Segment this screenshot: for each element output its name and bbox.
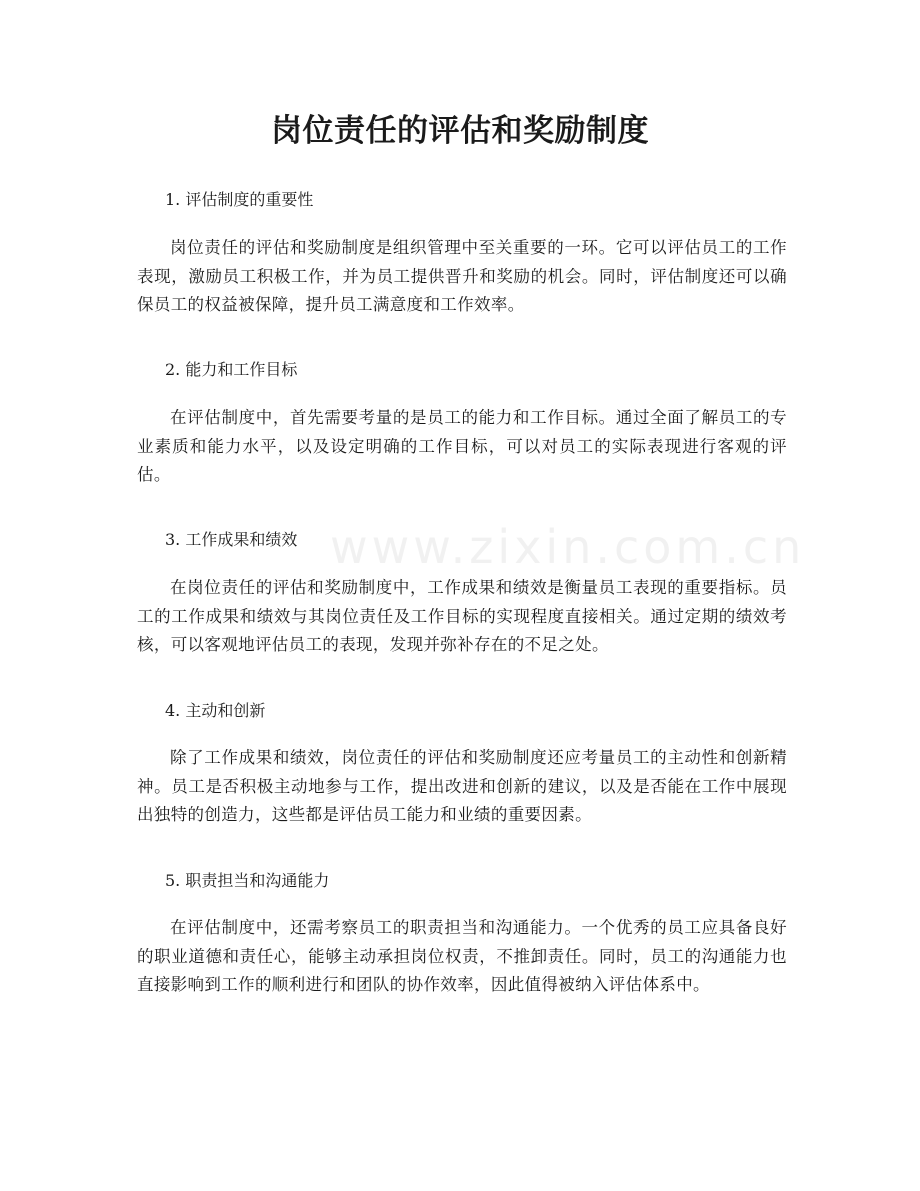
section-paragraph-5: 在评估制度中，还需考察员工的职责担当和沟通能力。一个优秀的员工应具备良好的职业道德和责任心，能够主动承担岗位权责，不推卸责任。同时，员工的沟通能力也直接影响到工作的顺利进行和团队的协作效率，因此值得被纳入评估体系中。 (137, 918, 787, 994)
section-heading-5: 5. 职责担当和沟通能力 (165, 871, 330, 890)
document-title: 岗位责任的评估和奖励制度 (271, 113, 649, 149)
section-heading-1: 1. 评估制度的重要性 (165, 190, 314, 209)
watermark: www.zixin.com.cn (330, 520, 806, 574)
section-paragraph-2: 在评估制度中，首先需要考量的是员工的能力和工作目标。通过全面了解员工的专业素质和能力水平，以及设定明确的工作目标，可以对员工的实际表现进行客观的评估。 (137, 408, 787, 484)
section-paragraph-1: 岗位责任的评估和奖励制度是组织管理中至关重要的一环。它可以评估员工的工作表现，激励员工积极工作，并为员工提供晋升和奖励的机会。同时，评估制度还可以确保员工的权益被保障，提升员工满意度和工作效率。 (137, 238, 787, 314)
section-heading-4: 4. 主动和创新 (165, 701, 266, 720)
section-paragraph-4: 除了工作成果和绩效，岗位责任的评估和奖励制度还应考量员工的主动性和创新精神。员工是否积极主动地参与工作，提出改进和创新的建议，以及是否能在工作中展现出独特的创造力，这些都是评估员工能力和业绩的重要因素。 (137, 748, 787, 824)
section-heading-3: 3. 工作成果和绩效 (165, 530, 298, 549)
section-paragraph-3: 在岗位责任的评估和奖励制度中，工作成果和绩效是衡量员工表现的重要指标。员工的工作成果和绩效与其岗位责任及工作目标的实现程度直接相关。通过定期的绩效考核，可以客观地评估员工的表现，发现并弥补存在的不足之处。 (137, 578, 787, 654)
section-heading-2: 2. 能力和工作目标 (165, 360, 298, 379)
